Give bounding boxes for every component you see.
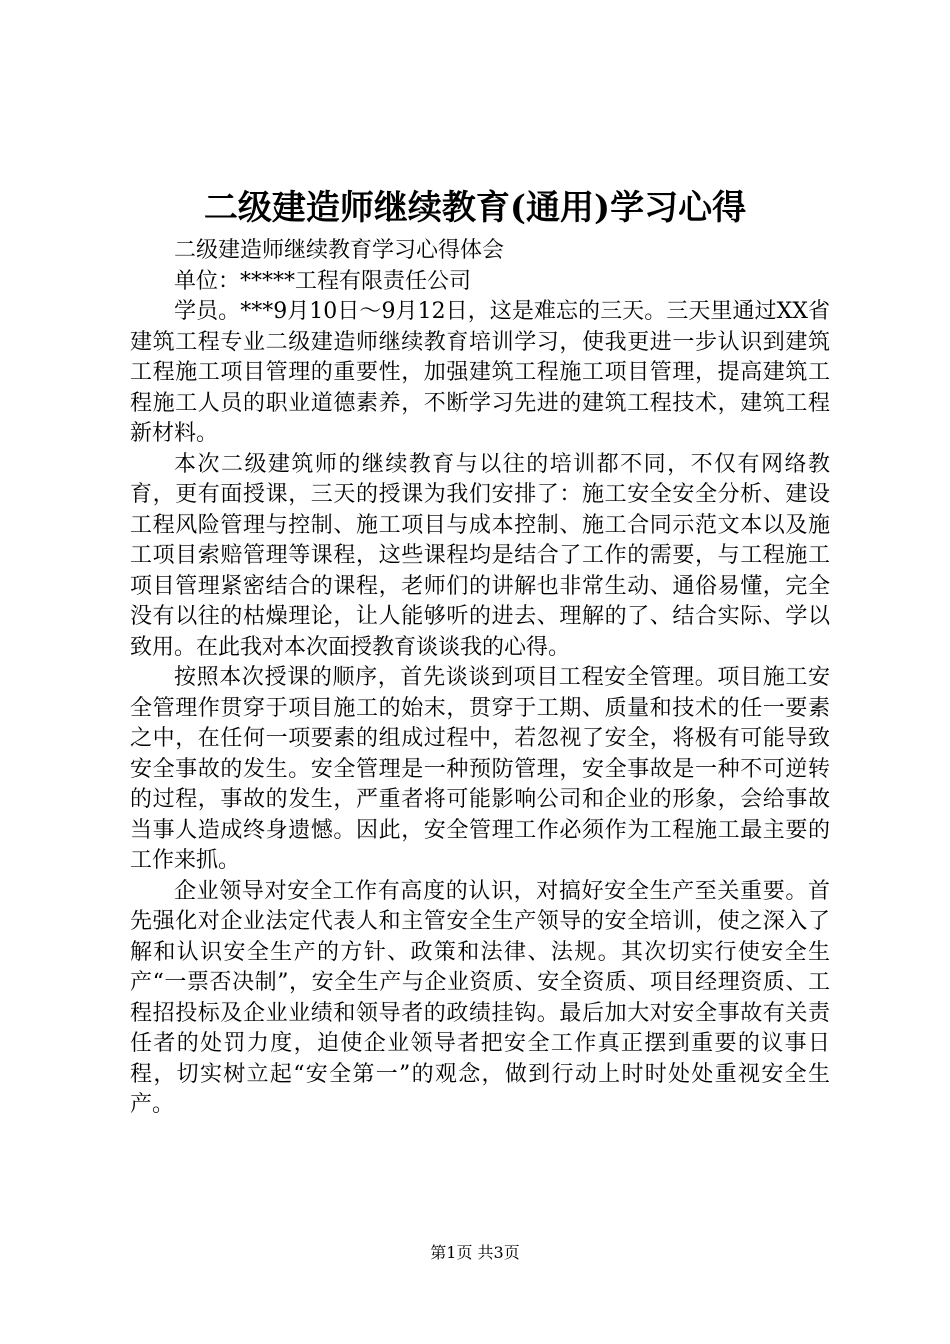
page-number-footer: 第1页 共3页 bbox=[430, 1243, 520, 1262]
body-paragraph: 学员。***9月10日～9月12日，这是难忘的三天。三天里通过XX省建筑工程专业二级建造师继续教育培训学习，使我更进一步认识到建筑工程施工项目管理的重要性，加强建筑工程施工项目管理，提高建筑工程施工人员的职业道德素养，不断学习先进的建筑工程技术，建筑工程新材料。 bbox=[130, 299, 830, 446]
body-paragraph: 按照本次授课的顺序，首先谈谈到项目工程安全管理。项目施工安全管理作贯穿于项目施工的始末，贯穿于工期、质量和技术的任一要素之中，在任何一项要素的组成过程中，若忽视了安全，将极有可能导致安全事故的发生。安全管理是一种预防管理，安全事故是一种不可逆转的过程，事故的发生，严重者将可能影响公司和企业的形象，会给事故当事人造成终身遗憾。因此，安全管理工作必须作为工程施工最主要的工作来抓。 bbox=[130, 665, 830, 873]
document-body bbox=[130, 236, 830, 1121]
body-paragraph: 企业领导对安全工作有高度的认识，对搞好安全生产至关重要。首先强化对企业法定代表人和主管安全生产领导的安全培训，使之深入了解和认识安全生产的方针、政策和法律、法规。其次切实行使安全生产“一票否决制”，安全生产与企业资质、安全资质、项目经理资质、工程招投标及企业业绩和领导者的政绩挂钩。最后加大对安全事故有关责任者的处罚力度，迫使企业领导者把安全工作真正摆到重要的议事日程，切实树立起“安全第一”的观念，做到行动上时时处处重视安全生产。 bbox=[130, 878, 830, 1117]
body-paragraph: 本次二级建筑师的继续教育与以往的培训都不同，不仅有网络教育，更有面授课，三天的授课为我们安排了：施工安全安全分析、建设工程风险管理与控制、施工项目与成本控制、施工合同示范文本以及施工项目索赔管理等课程，这些课程均是结合了工作的需要，与工程施工项目管理紧密结合的课程，老师们的讲解也非常生动、通俗易懂，完全没有以往的枯燥理论，让人能够听的进去、理解的了、结合实际、学以致用。在此我对本次面授教育谈谈我的心得。 bbox=[130, 451, 830, 660]
unit-paragraph: 单位：*****工程有限责任公司 bbox=[174, 268, 472, 294]
document-title: 二级建造师继续教育(通用)学习心得 bbox=[203, 188, 747, 228]
subtitle-paragraph: 二级建造师继续教育学习心得体会 bbox=[174, 238, 505, 263]
